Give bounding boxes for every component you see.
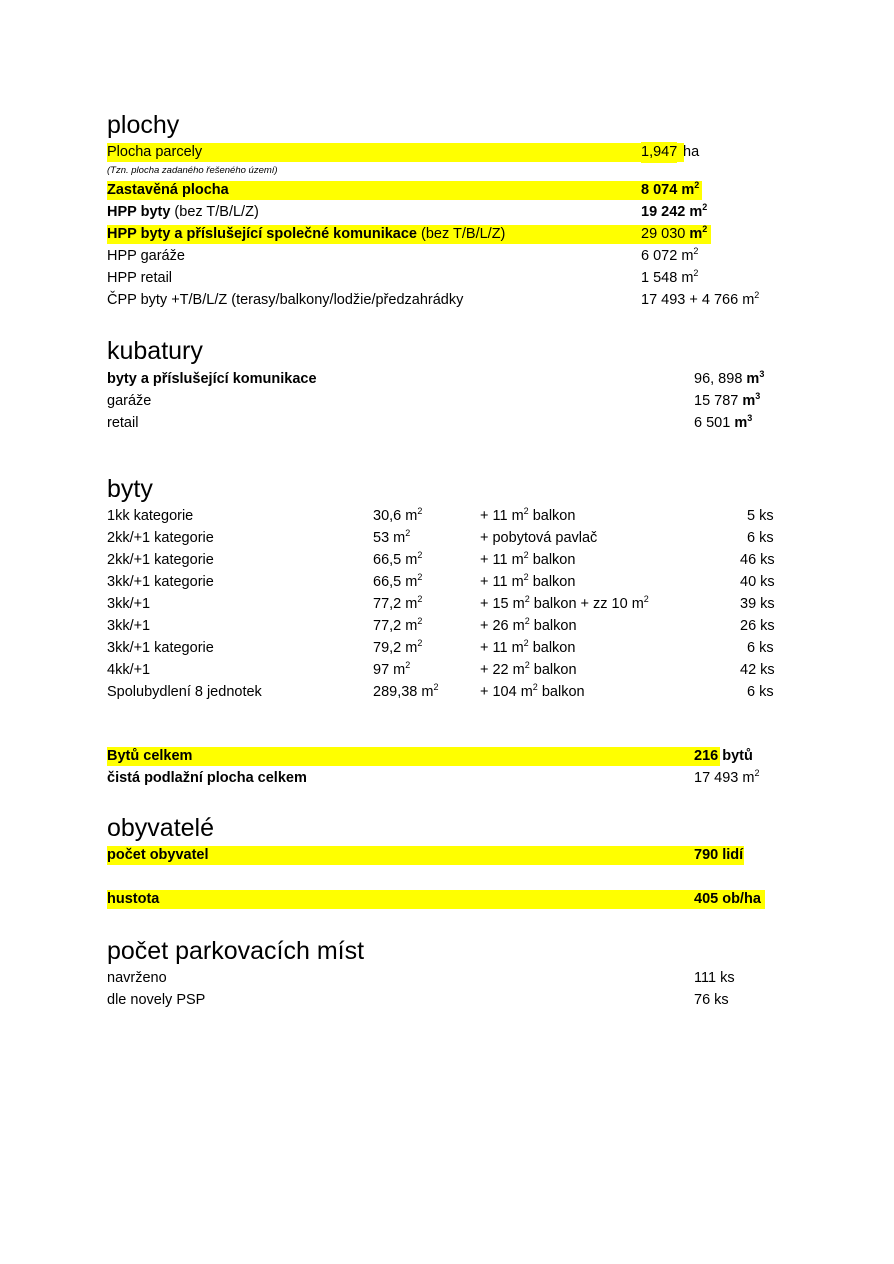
flat-count: 40 ks xyxy=(740,574,775,590)
unit: ha xyxy=(683,144,700,160)
label: čistá podlažní plocha celkem xyxy=(107,770,307,786)
flat-count: 46 ks xyxy=(740,552,775,568)
section-title-byty: byty xyxy=(107,475,153,503)
flat-type: 3kk/+1 kategorie xyxy=(107,574,214,590)
flat-type: Spolubydlení 8 jednotek xyxy=(107,684,262,700)
flat-count: 6 ks xyxy=(747,640,774,656)
label: navrženo xyxy=(107,970,167,986)
flat-type: 1kk kategorie xyxy=(107,508,194,524)
label: hustota xyxy=(107,891,160,907)
value: 96, 898 $m^3$ xyxy=(694,369,765,387)
label: Bytů celkem xyxy=(107,748,193,764)
value: 6 501 $m^3$ xyxy=(694,413,753,431)
label: retail xyxy=(107,415,139,431)
value: 8 074 $m^2$ xyxy=(641,180,700,198)
label: HPP byty a příslušející společné komunikace (bez T/B/L/Z) xyxy=(107,226,506,242)
section-title-plochy: plochy xyxy=(107,111,180,139)
flat-extra: + 22 $m^2$ balkon xyxy=(480,660,577,678)
value: 17 493 + 4 766 $m^2$ xyxy=(641,290,760,308)
highlight xyxy=(107,890,765,909)
value: 1,947 xyxy=(641,142,677,163)
flat-extra: + 15 $m^2$ balkon + zz 10 $m^2$ xyxy=(480,594,649,612)
label: garáže xyxy=(107,393,152,409)
flat-area: 77,2 $m^2$ xyxy=(373,616,423,634)
value: 405 ob/ha xyxy=(694,891,761,907)
value: 111 ks xyxy=(694,970,735,986)
value: 1 548 $m^2$ xyxy=(641,268,699,286)
note: (Tzn. plocha zadaného řešeného území) xyxy=(107,165,278,176)
flat-area: 66,5 $m^2$ xyxy=(373,572,423,590)
flat-area: 97 $m^2$ xyxy=(373,660,411,678)
value: 29 030 $m^2$ xyxy=(641,224,708,242)
flat-type: 2kk/+1 kategorie xyxy=(107,530,214,546)
label: počet obyvatel xyxy=(107,847,209,863)
flat-extra: + pobytová pavlač xyxy=(480,530,598,546)
flat-type: 3kk/+1 xyxy=(107,618,151,634)
flat-extra: + 104 $m^2$ balkon xyxy=(480,682,585,700)
value: 216 bytů xyxy=(694,748,753,764)
flat-count: 5 ks xyxy=(747,508,774,524)
flat-extra: + 11 $m^2$ balkon xyxy=(480,572,576,590)
label: HPP byty (bez T/B/L/Z) xyxy=(107,204,259,220)
flat-count: 39 ks xyxy=(740,596,775,612)
label: Zastavěná plocha xyxy=(107,182,229,198)
value: 19 242 $m^2$ xyxy=(641,202,708,220)
highlight xyxy=(107,747,720,766)
section-title-obyvatele: obyvatelé xyxy=(107,814,215,842)
label: ČPP byty +T/B/L/Z (terasy/balkony/lodžie/předzahrádky xyxy=(107,292,464,308)
flat-area: 66,5 $m^2$ xyxy=(373,550,423,568)
flat-count: 26 ks xyxy=(740,618,775,634)
flat-area: 53 $m^2$ xyxy=(373,528,411,546)
flat-extra: + 11 $m^2$ balkon xyxy=(480,550,576,568)
value: 15 787 $m^3$ xyxy=(694,391,761,409)
flat-extra: + 11 $m^2$ balkon xyxy=(480,638,576,656)
flat-count: 42 ks xyxy=(740,662,775,678)
label: byty a příslušející komunikace xyxy=(107,371,317,387)
label: Plocha parcely xyxy=(107,144,203,160)
flat-count: 6 ks xyxy=(747,530,774,546)
flat-area: 77,2 $m^2$ xyxy=(373,594,423,612)
flat-area: 289,38 $m^2$ xyxy=(373,682,439,700)
flat-type: 3kk/+1 xyxy=(107,596,151,612)
label: HPP retail xyxy=(107,270,173,286)
flat-count: 6 ks xyxy=(747,684,774,700)
flat-type: 2kk/+1 kategorie xyxy=(107,552,214,568)
section-title-parking: počet parkovacích míst xyxy=(107,937,365,965)
value: 17 493 $m^2$ xyxy=(694,768,760,786)
value: 76 ks xyxy=(694,992,729,1008)
flat-extra: + 26 $m^2$ balkon xyxy=(480,616,577,634)
value: 6 072 $m^2$ xyxy=(641,246,699,264)
flat-area: 79,2 $m^2$ xyxy=(373,638,423,656)
flat-area: 30,6 $m^2$ xyxy=(373,506,423,524)
value: 790 lidí xyxy=(694,847,744,863)
flat-extra: + 11 $m^2$ balkon xyxy=(480,506,576,524)
flat-type: 4kk/+1 xyxy=(107,662,151,678)
label: dle novely PSP xyxy=(107,992,206,1008)
section-title-kubatury: kubatury xyxy=(107,337,203,365)
flat-type: 3kk/+1 kategorie xyxy=(107,640,214,656)
label: HPP garáže xyxy=(107,248,185,264)
